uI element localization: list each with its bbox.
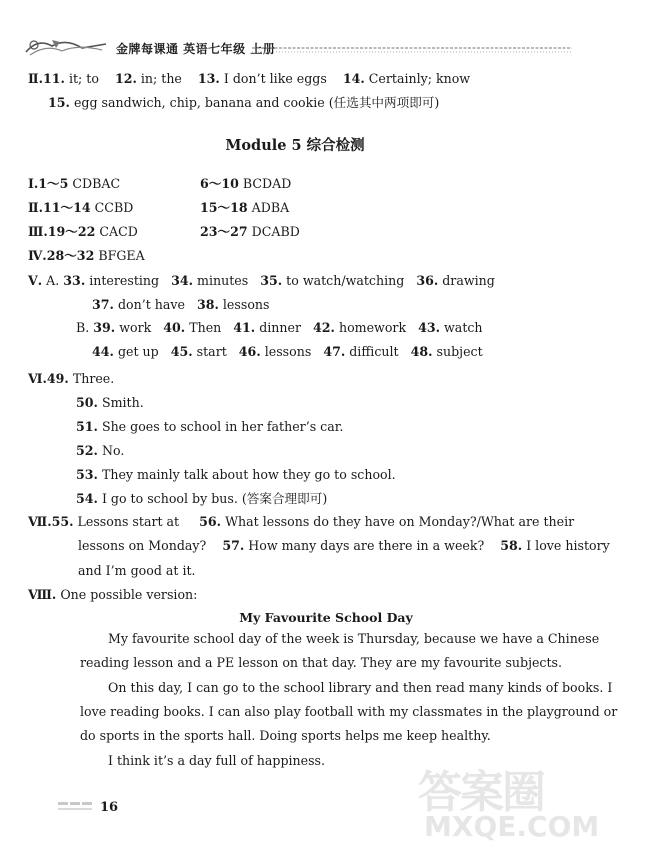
section-6-item-49: Ⅵ.49. Three.: [28, 371, 115, 386]
section-8-intro: Ⅷ. One possible version:: [28, 587, 198, 602]
section-6-item-50: 50. Smith.: [76, 395, 144, 410]
essay-para-2-line-3: do sports in the sports hall. Doing sports helps me keep healthy.: [80, 728, 491, 743]
module-title: Module 5 综合检测: [225, 137, 365, 154]
watermark-url: MXQE.COM: [424, 810, 600, 843]
section-2: Ⅱ.11～14 CCBD: [28, 200, 134, 215]
section-1-b: 6～10 BCDAD: [200, 176, 292, 191]
section-5-b2: 44. get up 45. start 46. lessons 47. difficult 48. subject: [92, 344, 483, 359]
header-rule: [252, 45, 572, 55]
essay-para-1-line-2: reading lesson and a PE lesson on that day. They are my favourite subjects.: [80, 655, 563, 670]
essay-para-2-line-1: On this day, I can go to the school library and then read many kinds of books. I: [108, 680, 613, 695]
section-6-item-51: 51. She goes to school in her father’s car.: [76, 419, 344, 434]
page-number: 16: [100, 800, 119, 815]
site-watermark: [418, 756, 600, 843]
page-corner-decoration-icon: [56, 798, 98, 816]
book-logo-icon: [22, 36, 108, 58]
answer-line-section2-b: 15. egg sandwich, chip, banana and cookie (任选其中两项即可): [48, 95, 440, 110]
section-3: Ⅲ.19～22 CACD: [28, 224, 138, 239]
essay-para-2-line-2: love reading books. I can also play football with my classmates in the playground or: [80, 704, 618, 719]
section-3-b: 23～27 DCABD: [200, 224, 300, 239]
section-6-item-53: 53. They mainly talk about how they go to school.: [76, 467, 396, 482]
section-4: Ⅳ.28～32 BFGEA: [28, 248, 145, 263]
section-6-item-54: 54. I go to school by bus. (答案合理即可): [76, 491, 328, 506]
answer-line-section2-a: Ⅱ.11. it; to 12. in; the 13. I don’t like eggs 14. Certainly; know: [28, 71, 471, 86]
section-5-b1: B. 39. work 40. Then 41. dinner 42. homework 43. watch: [76, 320, 483, 335]
section-5-a2: 37. don’t have 38. lessons: [92, 297, 270, 312]
essay-para-1-line-1: My favourite school day of the week is Thursday, because we have a Chinese: [108, 631, 600, 646]
essay-title: My Favourite School Day: [239, 610, 413, 625]
section-7-line-1: Ⅶ.55. Lessons start at 56. What lessons do they have on Monday?/What are their: [28, 514, 575, 529]
page-header: [0, 0, 590, 62]
section-7-line-3: and I’m good at it.: [78, 563, 196, 578]
section-1: Ⅰ.1～5 CDBAC: [28, 176, 121, 191]
section-2-b: 15～18 ADBA: [200, 200, 290, 215]
section-7-line-2: lessons on Monday? 57. How many days are there in a week? 58. I love history: [78, 538, 610, 553]
watermark-logo-text: 答案圈: [418, 767, 544, 818]
essay-para-3-line-1: I think it’s a day full of happiness.: [108, 753, 326, 768]
section-6-item-52: 52. No.: [76, 443, 125, 458]
book-title: 金牌每课通 英语七年级 上册: [116, 42, 276, 56]
section-5-a1: Ⅴ. A. 33. interesting 34. minutes 35. to watch/watching 36. drawing: [28, 273, 495, 288]
